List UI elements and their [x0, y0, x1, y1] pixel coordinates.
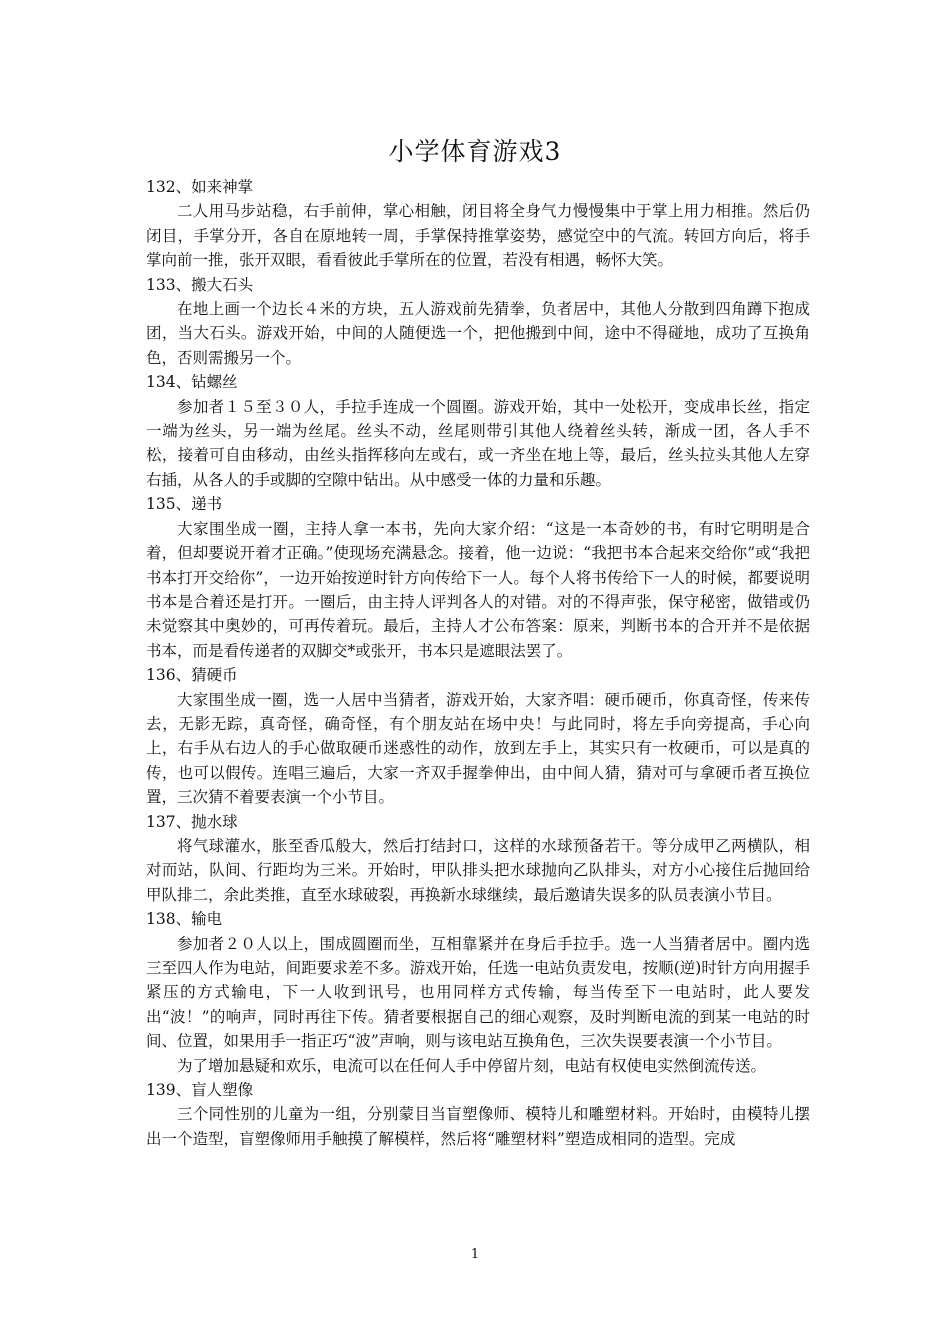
section-paragraph: 在地上画一个边长４米的方块，五人游戏前先猜拳，负者居中，其他人分散到四角蹲下抱成团，当大石头。游戏开始，中间的人随便选一个，把他搬到中间，途中不得碰地，成功了互换角色，否则需搬另一个。	[146, 300, 810, 367]
section-heading: 138、输电	[146, 910, 223, 929]
section-heading: 137、抛水球	[146, 812, 238, 831]
section-heading: 133、搬大石头	[146, 275, 254, 294]
section-heading: 139、盲人塑像	[146, 1081, 254, 1100]
section-heading: 136、猜硬币	[146, 666, 238, 685]
section-paragraph: 参加者１５至３０人，手拉手连成一个圆圈。游戏开始，其中一处松开，变成串长丝，指定一端为丝头，另一端为丝尾。丝头不动，丝尾则带引其他人绕着丝头转，渐成一团，各人手不松，接着可自由移动，由丝头指挥移向左或右，或一齐坐在地上等，最后，丝头拉头其他人左穿右插，从各人的手或脚的空隙中钻出。从中感受一体的力量和乐趣。	[146, 397, 810, 489]
section-paragraph: 二人用马步站稳，右手前伸，掌心相触，闭目将全身气力慢慢集中于掌上用力相推。然后仍闭目，手掌分开，各自在原地转一周，手掌保持推掌姿势，感觉空中的气流。转回方向后，将手掌向前一推，张开双眼，看看彼此手掌所在的位置，若没有相遇，畅怀大笑。	[146, 202, 810, 270]
section-paragraph: 参加者２０人以上，围成圆圈而坐，互相靠紧并在身后手拉手。选一人当猜者居中。圈内选三至四人作为电站，间距要求差不多。游戏开始，任选一电站负责发电，按顺(逆)时针方向用握手紧压的方式输电，下一人收到讯号，也用同样方式传输，每当传至下一电站时，此人要发出“波！”的响声，同时再往下传。猜者要根据自己的细心观察，及时判断电流的到某一电站的时间、位置，如果用手一指正巧“波”声响，则与该电站互换角色，三次失误要表演一个小节目。	[146, 934, 810, 1051]
section-paragraph: 将气球灌水，胀至香瓜般大，然后打结封口，这样的水球预备若干。等分成甲乙两横队，相对而站，队间、行距均为三米。开始时，甲队排头把水球抛向乙队排头，对方小心接住后抛回给甲队排二，余此类推，直至水球破裂，再换新水球继续，最后邀请失误多的队员表演小节目。	[146, 836, 810, 904]
section-heading: 135、递书	[146, 495, 223, 514]
page-number: 1	[470, 1247, 480, 1262]
document-body	[146, 175, 810, 1151]
section-paragraph: 为了增加悬疑和欢乐，电流可以在任何人手中停留片刻，电站有权使电实然倒流传送。	[177, 1056, 767, 1075]
section-heading: 134、钻螺丝	[146, 373, 238, 392]
document-title: 小学体育游戏3	[388, 137, 562, 166]
section-paragraph: 大家围坐成一圈，选一人居中当猜者，游戏开始，大家齐唱：硬币硬币，你真奇怪，传来传去，无影无踪，真奇怪，确奇怪，有个朋友站在场中央！与此同时，将左手向旁提高，手心向上，右手从右边人的手心做取硬币迷惑性的动作，放到左手上，其实只有一枚硬币，可以是真的传，也可以假传。连唱三遍后，大家一齐双手握拳伸出，由中间人猜，猜对可与拿硬币者互换位置，三次猜不着要表演一个小节目。	[146, 690, 810, 807]
section-heading: 132、如来神掌	[146, 178, 254, 196]
section-paragraph: 大家围坐成一圈，主持人拿一本书，先向大家介绍：“这是一本奇妙的书，有时它明明是合着，但却要说开着才正确。”使现场充满悬念。接着，他一边说：“我把书本合起来交给你”或“我把书本打开交给你”，一边开始按逆时针方向传给下一人。每个人将书传给下一人的时候，都要说明书本是合着还是打开。一圈后，由主持人评判各人的对错。对的不得声张，保守秘密，做错或仍未觉察其中奥妙的，可再传着玩。最后，主持人才公布答案：原来，判断书本的合开并不是依据书本，而是看传递者的双脚交*或张开，书本只是遮眼法罢了。	[146, 519, 810, 660]
section-paragraph: 三个同性别的儿童为一组，分别蒙目当盲塑像师、模特儿和雕塑材料。开始时，由模特儿摆出一个造型，盲塑像师用手触摸了解模样，然后将“雕塑材料”塑造成相同的造型。完成	[146, 1105, 810, 1148]
